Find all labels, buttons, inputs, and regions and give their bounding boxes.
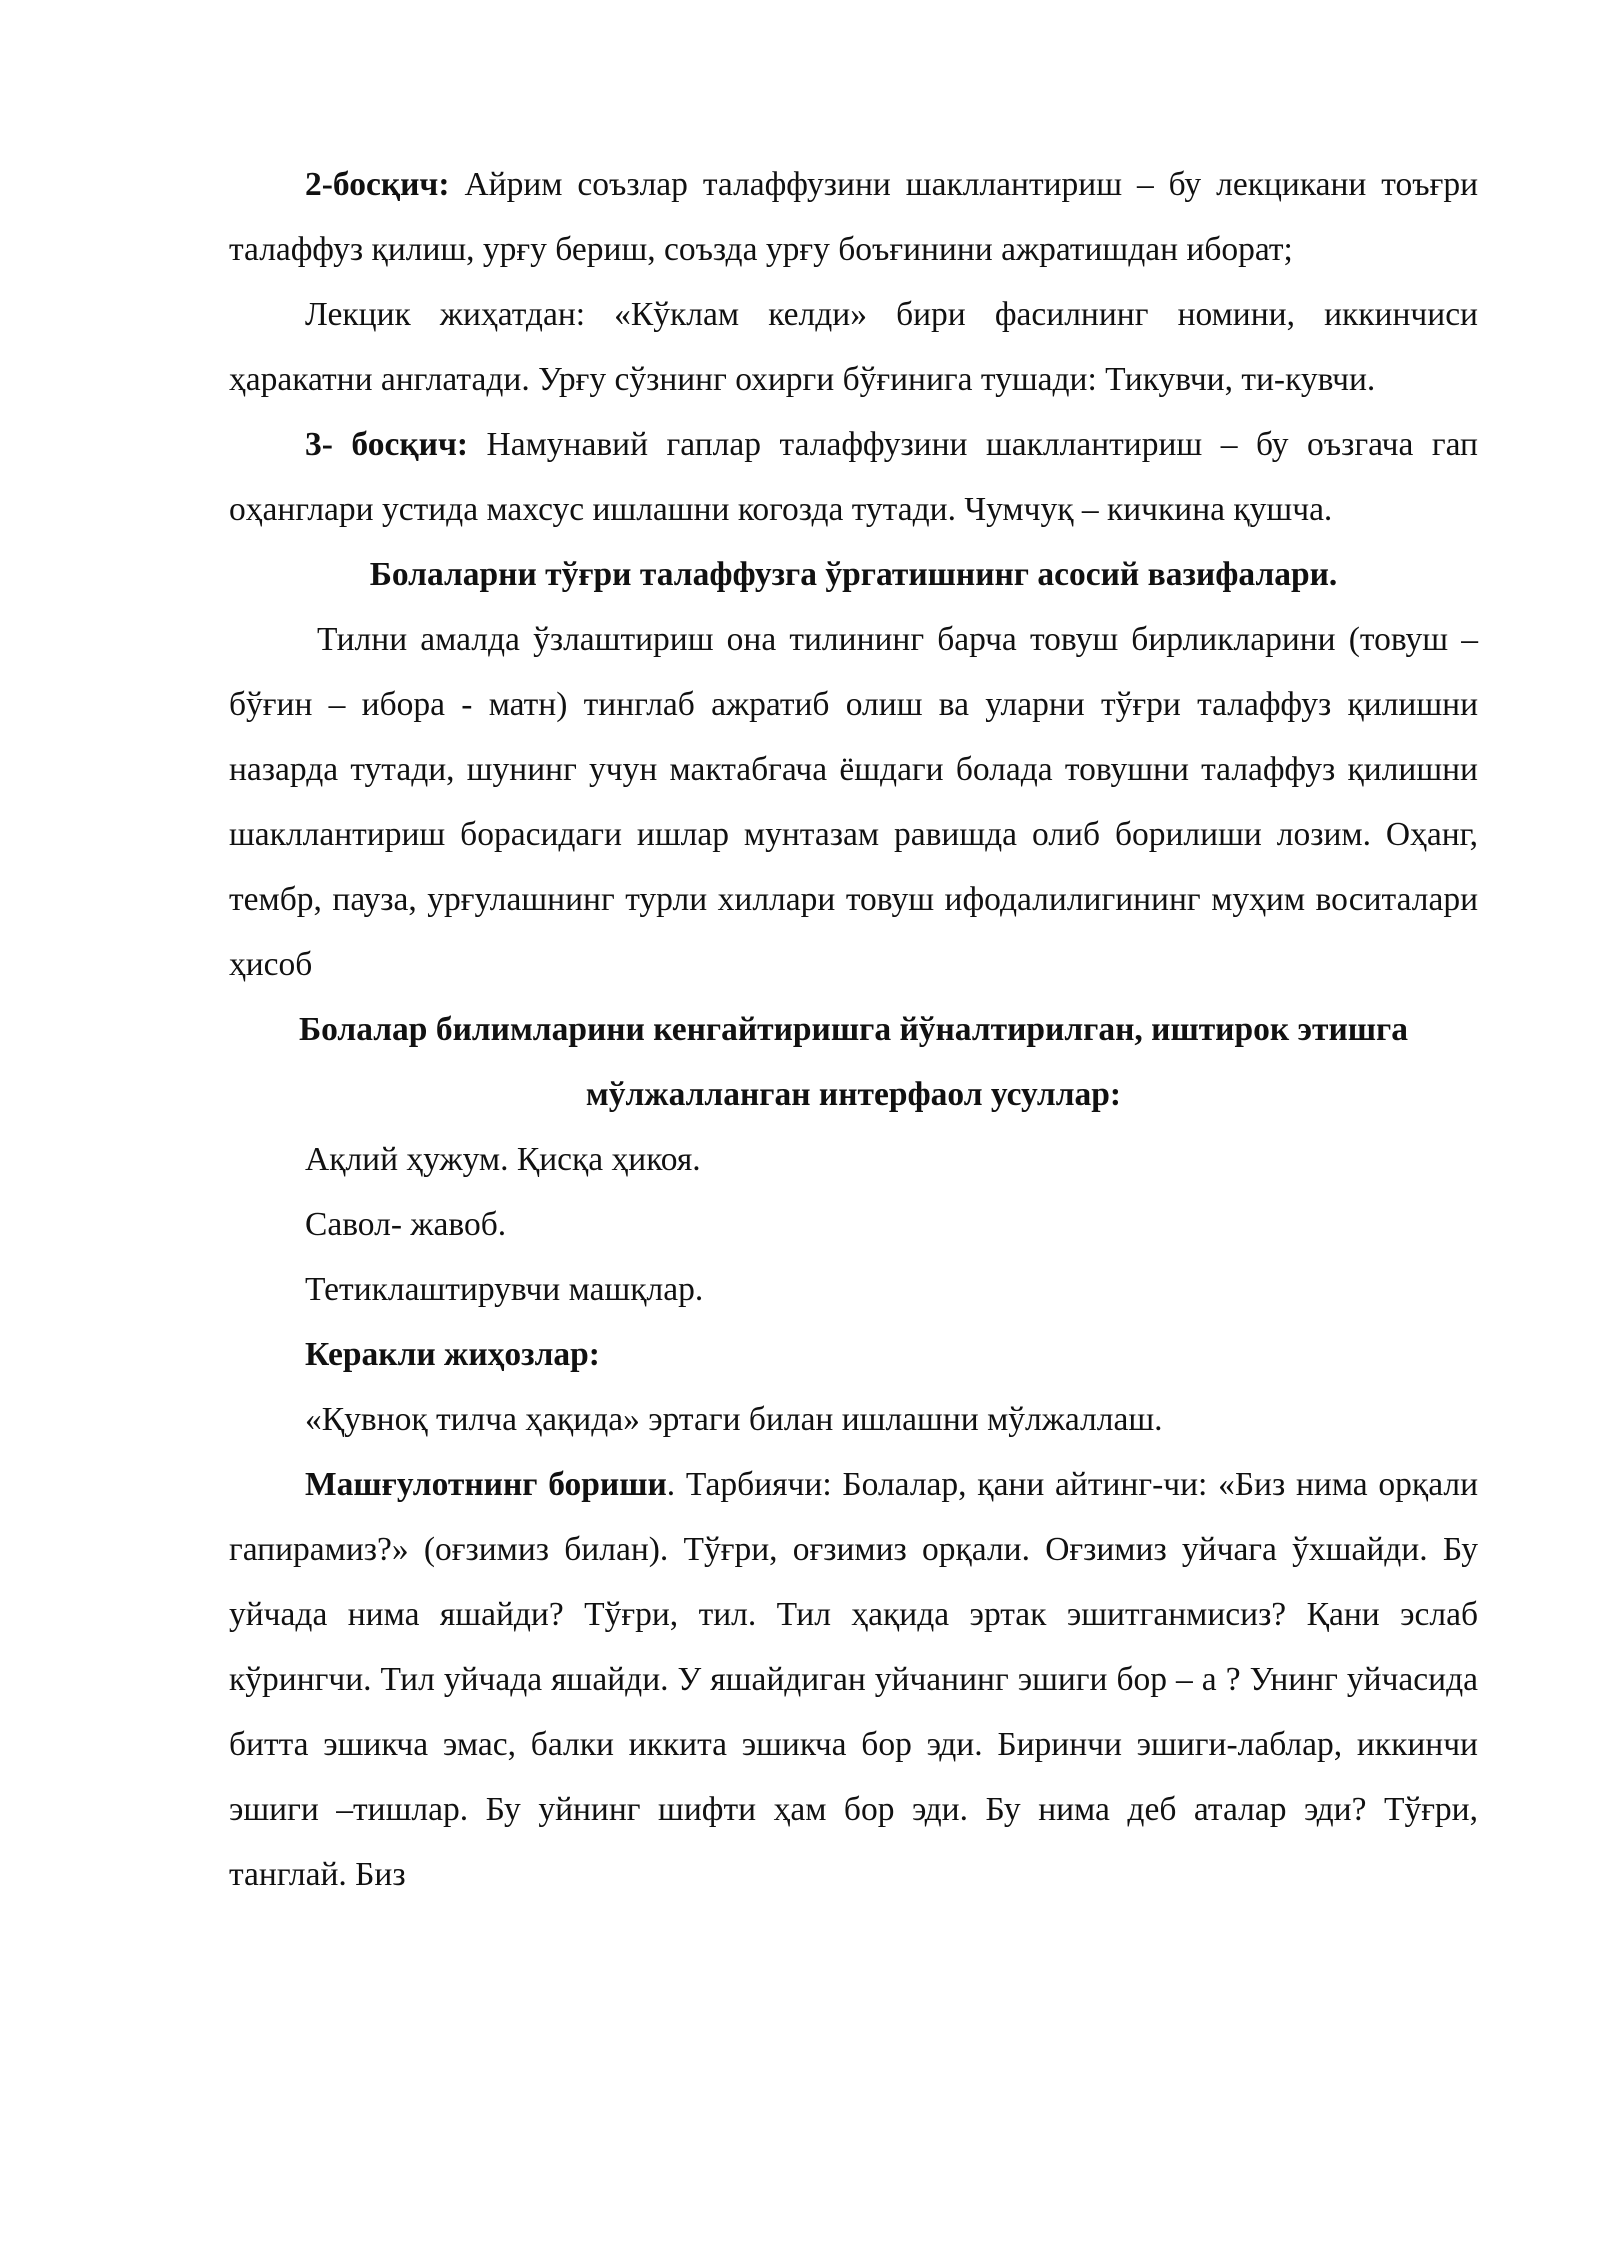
paragraph-stage-2 [229,152,1478,282]
equipment-label [229,1322,1478,1387]
methods-heading-line-2: мўлжалланган интерфаол усуллар: [585,1076,1122,1113]
section-heading-methods [229,997,1478,1127]
section-heading-tasks: Болаларни тўғри талаффузга ўргатишнинг асосий вазифалари. [369,556,1338,593]
method-item: Савол- жавоб. [305,1206,507,1243]
stage-2-label: 2-босқич: [305,166,450,203]
methods-heading-line-1: Болалар билимларини кенгайтиришга йўналтирилган, иштирок этишга [298,1011,1409,1048]
lexical-text: Лекцик жиҳатдан: «Кўклам келди» бири фасилнинг номини, иккинчиси ҳаракатни англатади. Урғу сўзнинг охирги бўғинига тушади: Тикувчи, ти-кувчи. [229,296,1478,398]
equipment-label-text: Керакли жиҳозлар: [305,1336,600,1373]
lesson-progress-label: Машғулотнинг бориши [305,1466,667,1503]
paragraph-lexical [229,282,1478,412]
stage-3-label: 3- босқич: [305,426,469,463]
equipment-text: «Қувноқ тилча ҳақида» эртаги билан ишлашни мўлжаллаш. [305,1401,1163,1438]
method-item: Тетиклаштирувчи машқлар. [305,1271,704,1308]
stage-3-text: Намунавий гаплар талаффузини шакллантириш – бу оъзгача гап оҳанглари устида махсус ишлашни когозда тутади. Чумчуқ – кичкина қушча. [229,426,1478,528]
lesson-progress-text: . Тарбиячи: Болалар, қани айтинг-чи: «Биз нима орқали гапирамиз?» (оғзимиз билан). Тўғри, оғзимиз орқали. Оғзимиз уйчага ўхшайди. Бу уйчада нима яшайди? Тўғри, тил. Тил ҳақида эртак эшитганмисиз? Қани эслаб кўрингчи. Тил уйчада яшайди. У яшайдиган уйчанинг эшиги бор – а ? Унинг уйчасида битта эшикча эмас, балки иккита эшикча бор эди. Биринчи эшиги-лаблар, иккинчи эшиги –тишлар. Бу уйнинг шифти ҳам бор эди. Бу нима деб аталар эди? Тўғри, танглай. Биз [229,1466,1479,1893]
document-page [229,152,1478,1907]
paragraph-lesson-progress [229,1452,1478,1907]
paragraph-stage-3 [229,412,1478,542]
stage-2-text: Айрим соъзлар талаффузини шакллантириш – бу лекцикани тоъғри талаффуз қилиш, урғу бериш, соъзда урғу боъғинини ажратишдан иборат; [229,166,1478,268]
paragraph-language-mastery [229,607,1478,997]
method-item: Ақлий ҳужум. Қисқа ҳикоя. [305,1141,701,1178]
language-mastery-text: Тилни амалда ўзлаштириш она тилининг барча товуш бирликларини (товуш – бўғин – ибора - матн) тинглаб ажратиб олиш ва уларни тўғри талаффуз қилишни назарда тутади, шунинг учун мактабгача ёшдаги болада товушни талаффуз қилишни шакллантириш борасидаги ишлар мунтазам равишда олиб борилиши лозим. Оҳанг, тембр, пауза, урғулашнинг турли хиллари товуш ифодалилигининг муҳим воситалари ҳисоб [229,621,1478,983]
